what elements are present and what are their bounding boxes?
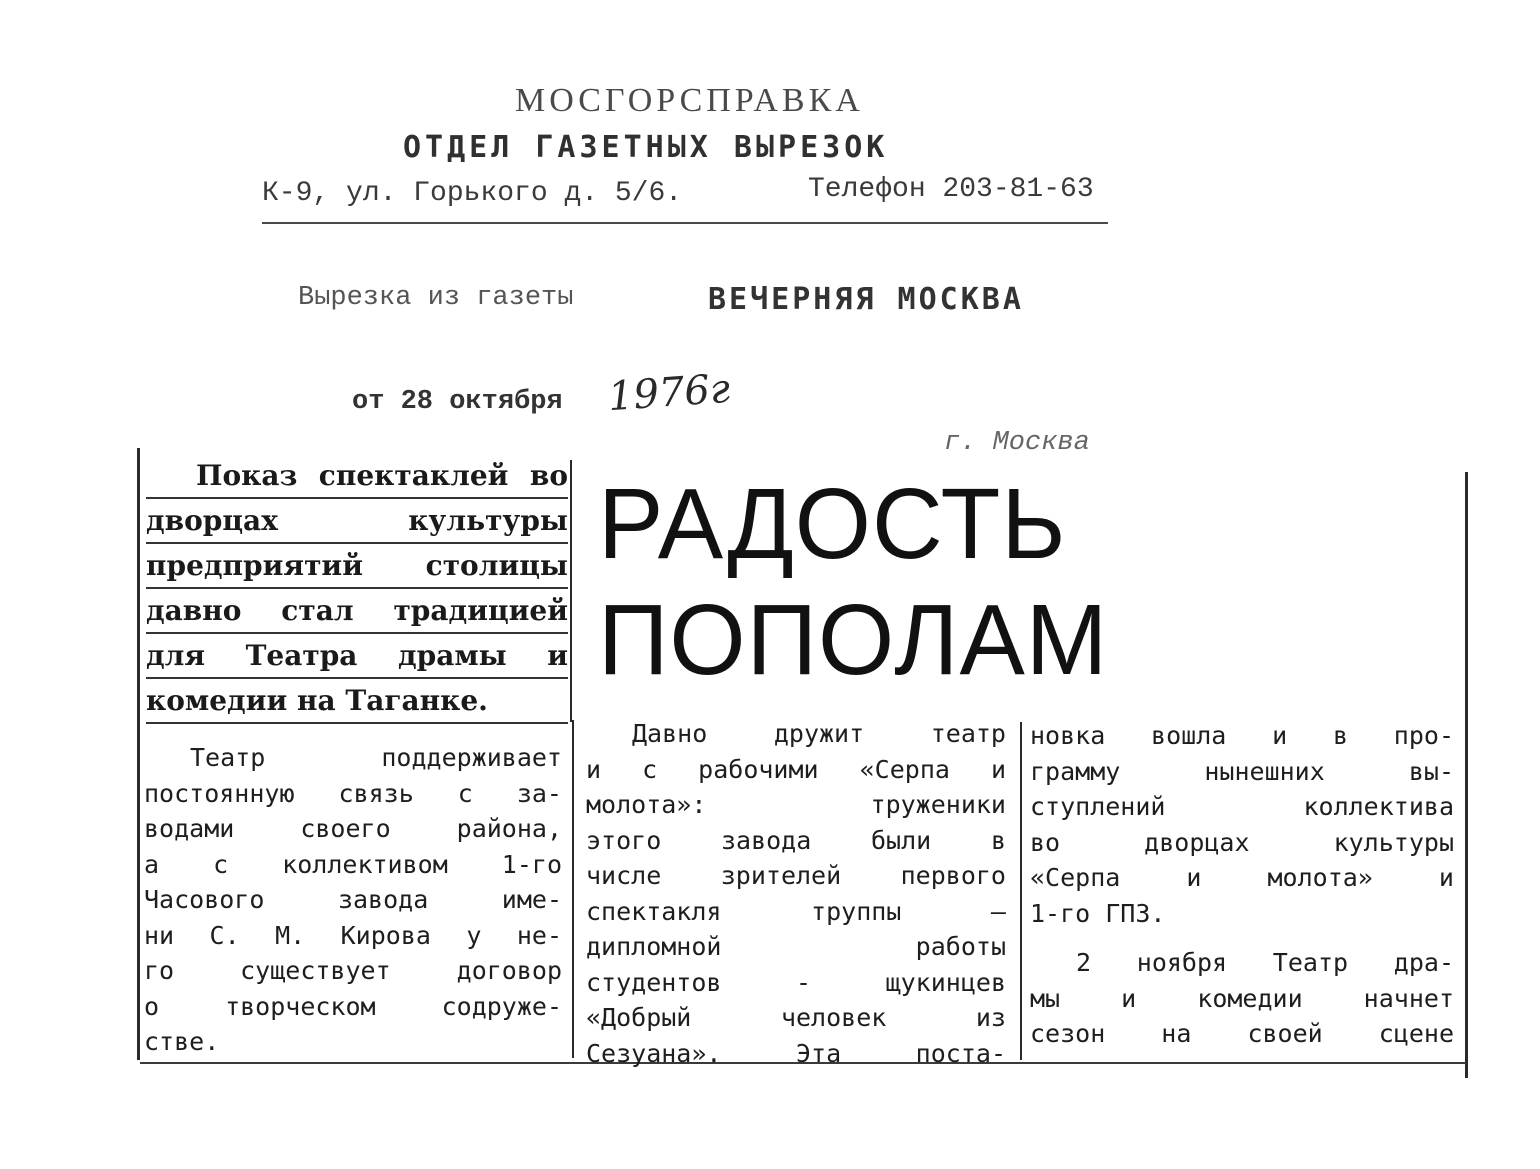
column-line: числе зрителей первого: [586, 861, 1006, 890]
column-line: стве.: [144, 1027, 220, 1056]
clipping-right-edge: [1465, 472, 1468, 1078]
column-line: ни С. М. Кирова у не-: [144, 920, 562, 950]
column-line: а с коллективом 1-го: [144, 849, 562, 879]
column-line: сезон на своей сцене: [1030, 1019, 1454, 1048]
article-lead: [146, 454, 568, 724]
column-line: во дворцах культуры: [1030, 827, 1454, 857]
column-line: студентов - щукинцев: [586, 967, 1006, 997]
agency-address: К-9, ул. Горького д. 5/6.: [262, 178, 683, 209]
clipping-label: Вырезка из газеты: [298, 283, 574, 313]
article-column-3: [1030, 718, 1454, 1052]
column-line: спектакля труппы —: [586, 896, 1006, 926]
column-line: и с рабочими «Серпа и: [586, 754, 1006, 784]
column-line: го существует договор: [144, 956, 562, 985]
column-line: молота»: труженики: [586, 790, 1006, 819]
paragraph-gap: [1030, 931, 1454, 945]
column-divider-2: [1020, 722, 1022, 1060]
clipping-date: от 28 октября: [352, 387, 563, 417]
newspaper-name: ВЕЧЕРНЯЯ МОСКВА: [708, 282, 1024, 317]
column-line: о творческом содруже-: [144, 991, 562, 1021]
column-line: «Добрый человек из: [586, 1003, 1006, 1032]
column-line: грамму нынешних вы-: [1030, 756, 1454, 786]
lead-box-right-edge: [570, 460, 572, 722]
lead-line: Показ спектаклей во: [146, 454, 568, 499]
column-line: новка вошла и в про-: [1030, 721, 1454, 750]
column-divider-1: [572, 720, 574, 1058]
stamp-underline: [262, 222, 1108, 224]
column-line: 2 ноября Театр дра-: [1076, 948, 1454, 977]
column-line: этого завода были в: [586, 825, 1006, 855]
column-line: «Серпа и молота» и: [1030, 863, 1454, 892]
department-name: ОТДЕЛ ГАЗЕТНЫХ ВЫРЕЗОК: [403, 130, 889, 165]
article-column-2: [586, 716, 1006, 1071]
column-line: постоянную связь с за-: [144, 778, 562, 808]
column-line: 1-го ГПЗ.: [1030, 898, 1166, 928]
headline-line-1: РАДОСТЬ: [598, 468, 1067, 580]
lead-line: комедии на Таганке.: [146, 679, 568, 724]
column-line: Давно дружит театр: [632, 719, 1006, 748]
lead-line: дворцах культуры: [146, 499, 568, 544]
column-line: Театр поддерживает: [190, 743, 562, 772]
agency-phone: Телефон 203-81-63: [808, 174, 1094, 205]
column-line: ступлений коллектива: [1030, 792, 1454, 821]
headline-line-2: ПОПОЛАМ: [598, 584, 1109, 696]
handwritten-year: 1976г: [606, 365, 732, 421]
clipping-city: г. Москва: [944, 428, 1090, 458]
lead-line: предприятий столицы: [146, 544, 568, 589]
lead-line: давно стал традицией: [146, 589, 568, 634]
column-line: мы и комедии начнет: [1030, 983, 1454, 1013]
clipping-left-edge: [137, 448, 140, 1060]
article-column-1: [144, 740, 562, 1060]
article-headline: [598, 466, 1108, 698]
column-line: Часового завода име-: [144, 885, 562, 914]
column-line: Сезуана». Эта поста-: [586, 1038, 1006, 1068]
column-line: водами своего района,: [144, 814, 562, 843]
column-line: дипломной работы: [586, 932, 1006, 961]
agency-name: МОСГОРСПРАВКА: [515, 82, 864, 119]
lead-line: для Театра драмы и: [146, 634, 568, 679]
